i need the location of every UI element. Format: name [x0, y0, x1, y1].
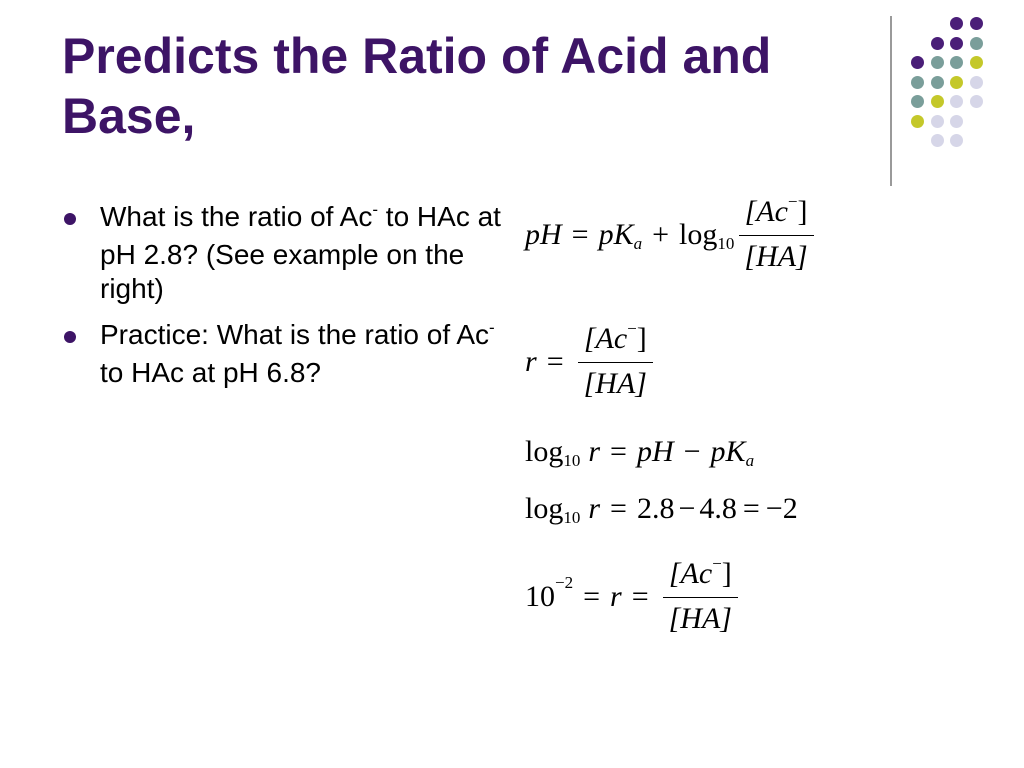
eq-fraction: [738, 192, 813, 274]
eq-term: pK: [598, 217, 634, 251]
decorative-dot: [911, 95, 924, 108]
eq-term: r: [610, 579, 622, 613]
decorative-dot: [950, 134, 963, 147]
eq-term: ]: [721, 557, 732, 590]
eq-subscript: a: [633, 233, 643, 253]
eq-term: r: [588, 435, 601, 468]
decorative-dot: [911, 115, 924, 128]
eq-subscript: 10: [717, 233, 735, 253]
bullet-item-2: [62, 318, 502, 390]
bullet-text: Practice: What is the ratio of Ac: [100, 319, 490, 350]
eq-operator: =: [546, 344, 564, 378]
eq-superscript: −: [627, 319, 637, 338]
eq-superscript: −: [712, 554, 722, 573]
eq-value: −2: [765, 492, 798, 525]
eq-term: [Ac: [744, 195, 788, 228]
eq-term: [Ac: [583, 322, 628, 355]
decorative-dot: [950, 95, 963, 108]
eq-term: r: [525, 344, 537, 378]
eq-operator: =: [571, 217, 589, 251]
eq-value: 2.8: [636, 492, 675, 525]
eq-superscript: −: [787, 192, 798, 211]
decorative-dot: [911, 56, 924, 69]
eq-operator: =: [631, 579, 649, 613]
eq-term: ]: [636, 322, 647, 355]
eq-numerator: [578, 319, 653, 363]
eq-value: 4.8: [699, 492, 737, 525]
bullet-text: to HAc at pH 2.8? (See example on the right): [100, 201, 501, 304]
superscript: -: [372, 200, 379, 219]
eq-operator: =: [742, 492, 760, 525]
eq-term: pH: [636, 435, 674, 468]
decorative-dot: [931, 37, 944, 50]
decorative-dot: [970, 76, 983, 89]
eq-operator: −: [678, 492, 696, 525]
equation-ratio-result: [525, 554, 742, 636]
equation-log-ratio: [525, 435, 754, 469]
eq-term: pK: [710, 435, 746, 468]
decorative-dot: [931, 95, 944, 108]
equation-henderson-hasselbalch: [525, 192, 818, 274]
eq-superscript: −2: [555, 572, 574, 592]
decorative-dot: [950, 76, 963, 89]
decorative-dot: [970, 17, 983, 30]
eq-operator: =: [610, 492, 627, 525]
decorative-dot: [950, 17, 963, 30]
bullet-text: to HAc at pH 6.8?: [100, 357, 322, 388]
bullet-item-1: [62, 200, 502, 306]
eq-subscript: 10: [563, 451, 581, 470]
eq-term: log: [525, 492, 564, 525]
eq-term: pH: [525, 217, 562, 251]
equation-ratio-definition: [525, 319, 657, 401]
decorative-dot: [950, 56, 963, 69]
bullet-dot-icon: [64, 213, 76, 225]
eq-subscript: 10: [563, 508, 581, 527]
eq-operator: +: [652, 217, 670, 251]
eq-denominator: [HA]: [583, 367, 647, 400]
decorative-dot: [931, 134, 944, 147]
eq-term: ]: [797, 195, 808, 228]
eq-fraction: [578, 319, 653, 401]
bullet-dot-icon: [64, 331, 76, 343]
eq-numerator: [739, 192, 814, 236]
eq-operator: =: [583, 579, 601, 613]
decorative-dot: [931, 115, 944, 128]
equation-log-ratio-numeric: [525, 492, 798, 526]
decorative-dot: [970, 56, 983, 69]
decorative-dot: [931, 56, 944, 69]
decorative-dot: [950, 37, 963, 50]
eq-numerator: [663, 554, 738, 598]
decorative-dot: [931, 76, 944, 89]
decorative-dot: [970, 95, 983, 108]
decorative-dot: [911, 76, 924, 89]
decorative-dot: [970, 37, 983, 50]
slide-title: Predicts the Ratio of Acid and Base,: [62, 28, 772, 144]
eq-operator: −: [683, 435, 701, 468]
eq-operator: =: [610, 435, 627, 468]
eq-term: [Ac: [668, 557, 713, 590]
divider-line: [890, 16, 892, 186]
eq-term: r: [588, 492, 601, 525]
eq-subscript: a: [745, 451, 755, 470]
eq-term: log: [525, 435, 564, 468]
superscript: -: [489, 318, 495, 337]
eq-term: log: [679, 217, 718, 251]
eq-fraction: [663, 554, 738, 636]
eq-term: 10: [525, 579, 555, 613]
bullet-list: [62, 200, 502, 402]
bullet-text: What is the ratio of Ac: [100, 201, 373, 232]
decorative-dot: [950, 115, 963, 128]
eq-denominator: [HA]: [744, 240, 808, 273]
eq-denominator: [HA]: [668, 602, 732, 635]
